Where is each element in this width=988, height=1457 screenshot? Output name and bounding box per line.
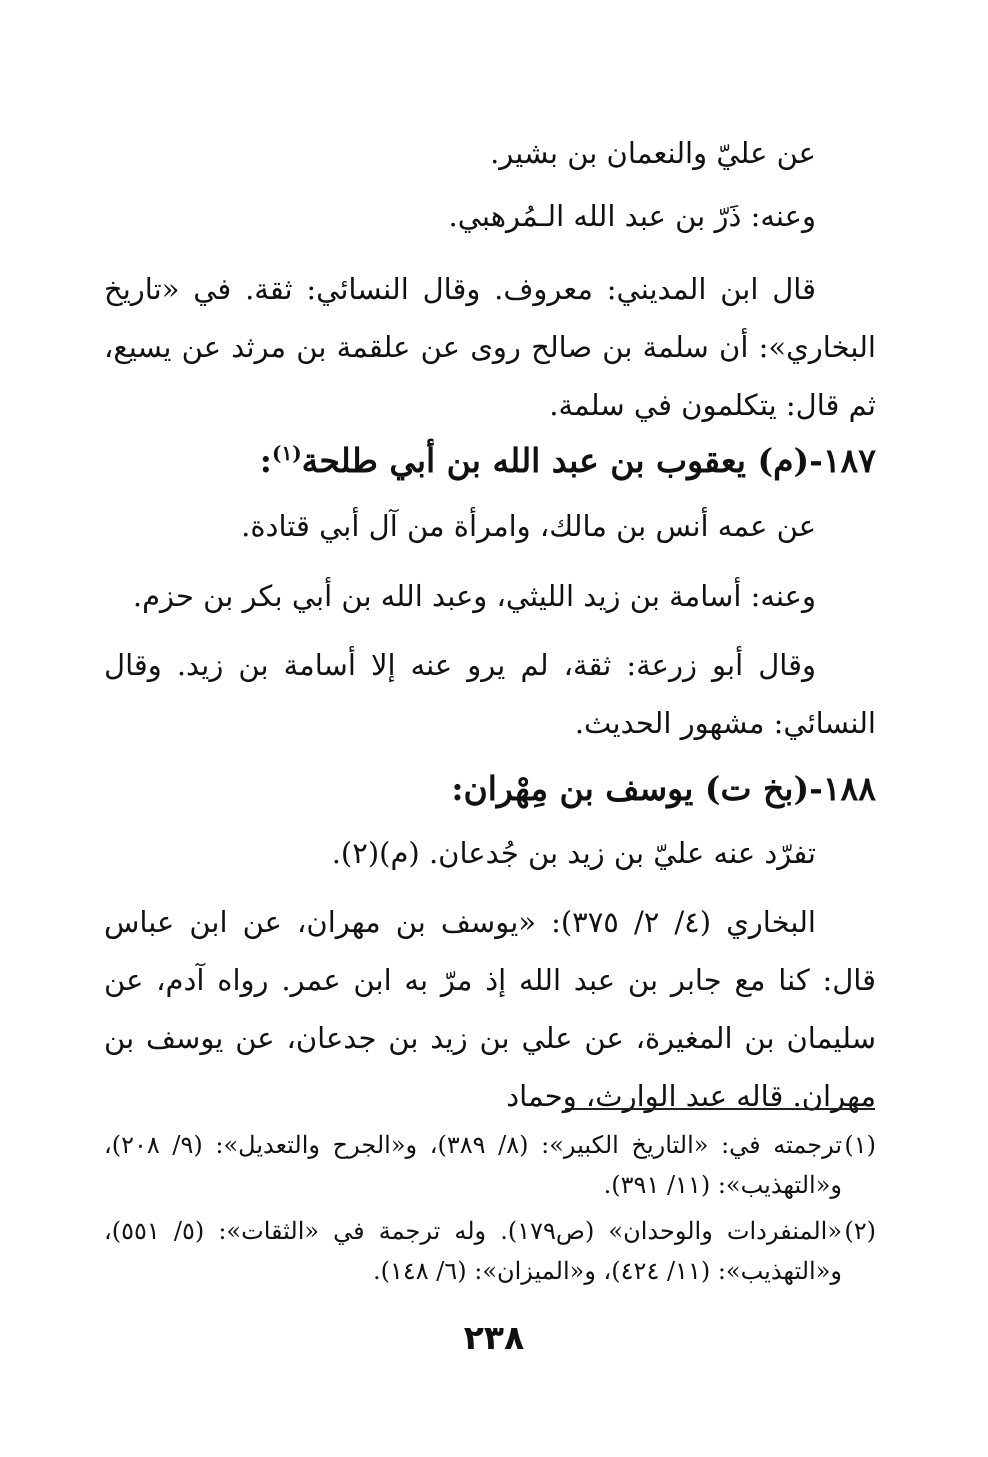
footnote-1-number: (١) (844, 1131, 877, 1159)
footnotes (104, 1125, 876, 1297)
footnote-ref-1: (١) (271, 441, 302, 465)
entry-188-comment: البخاري (٤/ ٢/ ٣٧٥): «يوسف بن مهران، عن ابن عباس قال: كنا مع جابر بن عبد الله إذ مرّ به ابن عمر. رواه آدم، عن سليمان بن المغيرة، عن علي بن زيد بن جدعان، عن يوسف بن مهران. قاله عبد الوارث، وحماد (104, 905, 876, 1113)
entry-187-comment: وقال أبو زرعة: ثقة، لم يرو عنه إلا أسامة بن زيد. وقال النسائي: مشهور الحديث. (104, 648, 876, 740)
entry-188-note-line: تفرّد عنه عليّ بن زيد بن جُدعان. (م)(٢). (331, 836, 816, 870)
footnote-2 (104, 1211, 876, 1291)
entry-186-comment: قال ابن المديني: معروف. وقال النسائي: ثقة. في «تاريخ البخاري»: أن سلمة بن صالح روى عن علقمة بن مرثد عن يسيع، ثم قال: يتكلمون في سلمة. (104, 272, 876, 422)
entry-186-teachers-line: عن عليّ والنعمان بن بشير. (490, 136, 816, 170)
entry-188-heading: ١٨٨-(بخ ت) يوسف بن مِهْران: (451, 769, 876, 808)
page-number: ٢٣٨ (463, 1318, 525, 1357)
footnote-1-text: ترجمته في: «التاريخ الكبير»: (٨/ ٣٨٩)، و«الجرح والتعديل»: (٩/ ٢٠٨)، و«التهذيب»: (١١/ ٣٩١). (104, 1131, 843, 1199)
entry-187-teachers-line: عن عمه أنس بن مالك، وامرأة من آل أبي قتادة. (241, 509, 816, 543)
footnote-1 (104, 1125, 876, 1205)
entry-187-heading-colon: : (259, 441, 272, 480)
footnote-2-number: (٢) (844, 1217, 877, 1245)
footnote-separator (565, 1108, 875, 1110)
footnote-2-text: «المنفردات والوحدان» (ص١٧٩). وله ترجمة في «الثقات»: (٥/ ٥٥١)، و«التهذيب»: (١١/ ٤٢٤)، و«الميزان»: (٦/ ١٤٨). (104, 1217, 843, 1285)
entry-186-students-line: وعنه: ذَرّ بن عبد الله الـمُرهبي. (448, 199, 816, 233)
entry-187-students-line: وعنه: أسامة بن زيد الليثي، وعبد الله بن أبي بكر بن حزم. (132, 579, 816, 613)
entry-187-heading (104, 432, 876, 490)
entry-187-title: ١٨٧-(م) يعقوب بن عبد الله بن أبي طلحة (301, 441, 876, 480)
